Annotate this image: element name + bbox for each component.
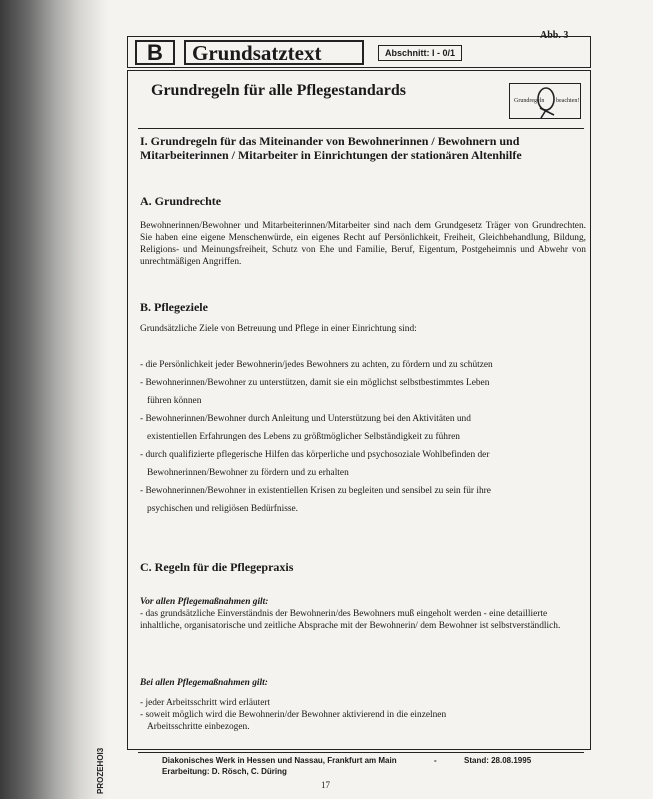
- list-item: - Bewohnerinnen/Bewohner zu unterstützen, damit sie ein möglichst selbstbestimmtes Leben: [140, 378, 490, 388]
- section-c-heading: C. Regeln für die Pflegepraxis: [140, 560, 294, 574]
- logo-word-1: Grundregeln: [514, 98, 545, 104]
- document-type: Grundsatztext: [184, 40, 364, 65]
- section-a-heading: A. Grundrechte: [140, 194, 222, 208]
- footer-authors: Erarbeitung: D. Rösch, C. Düring: [162, 767, 287, 776]
- list-item: Bewohnerinnen/Bewohner zu fördern und zu erhalten: [147, 468, 349, 478]
- section-c-sub1: Vor allen Pflegemaßnahmen gilt:: [140, 597, 269, 607]
- book-binding-shadow: [0, 0, 108, 799]
- section-c-sub2-list: [140, 697, 586, 733]
- page-number: 17: [321, 780, 330, 790]
- section-i-heading: I. Grundregeln für das Miteinander von Bewohnerinnen / Bewohnern und Mitarbeiterinnen / Mitarbeiter in Einrichtungen der stationären Altenhilfe: [140, 134, 522, 162]
- section-a-text: Bewohnerinnen/Bewohner und Mitarbeiterinnen/Mitarbeiter sind nach dem Grundgesetz Träger von Grundrechten. Sie haben eine eigene Menschenwürde, ein eigenes Recht auf Persönlichkeit, Freiheit, Gleichbehandlung, Bildung, Religions- und Meinungsfreiheit, Schutz von Ehe und Familie, Beruf, Eigentum, Postgeheimnis und Abwehr von unrechtmäßigen Angriffen.: [140, 221, 586, 267]
- page-footer: [138, 752, 584, 779]
- list-item: - durch qualifizierte pflegerische Hilfen das körperliche und psychosoziale Wohlbefinden der: [140, 450, 490, 460]
- logo-word-2: beachten!: [556, 98, 580, 104]
- list-item: - jeder Arbeitsschritt wird erläutert: [140, 698, 271, 708]
- list-item: - soweit möglich wird die Bewohnerin/der Bewohner aktivierend in die einzelnen: [140, 710, 447, 720]
- page-title: Grundregeln für alle Pflegestandards: [151, 82, 406, 99]
- footer-dash: -: [434, 756, 437, 765]
- document-header: [127, 36, 591, 68]
- list-item: existentiellen Erfahrungen des Lebens zu größtmöglicher Selbständigkeit zu führen: [147, 432, 460, 442]
- section-c-sub2: Bei allen Pflegemaßnahmen gilt:: [140, 678, 268, 688]
- goals-list: [140, 356, 580, 518]
- footer-stand: Stand: 28.08.1995: [464, 756, 532, 765]
- figure-label: Abb. 3: [540, 30, 569, 41]
- section-b-heading: B. Pflegeziele: [140, 300, 208, 314]
- rules-logo: [509, 83, 581, 119]
- section-number: Abschnitt: I - 0/1: [378, 45, 462, 61]
- list-item: führen können: [147, 396, 202, 406]
- footer-org: Diakonisches Werk in Hessen und Nassau, Frankfurt am Main: [162, 756, 397, 765]
- side-label: PROZEHOI3: [96, 747, 105, 794]
- section-c-sub1-text: - das grundsätzliche Einverständnis der Bewohnerin/des Bewohners muß eingeholt werden - eine detaillierte inhaltliche, organisatorische und zeitliche Absprache mit der Bewohnerin/ dem Bewohner ist selbstverständlich.: [140, 609, 561, 631]
- list-item: - Bewohnerinnen/Bewohner in existentiellen Krisen zu begleiten und sensibel zu sein für ihre: [140, 486, 491, 496]
- list-item: psychischen und religiösen Bedürfnisse.: [147, 504, 299, 514]
- list-item: Arbeitsschritte einbezogen.: [147, 722, 250, 732]
- category-letter: B: [135, 40, 175, 65]
- section-b-intro: Grundsätzliche Ziele von Betreuung und Pflege in einer Einrichtung sind:: [140, 324, 417, 334]
- list-item: - Bewohnerinnen/Bewohner durch Anleitung und Unterstützung bei den Aktivitäten und: [140, 414, 471, 424]
- list-item: - die Persönlichkeit jeder Bewohnerin/jedes Bewohners zu achten, zu fördern und zu schützen: [140, 360, 493, 370]
